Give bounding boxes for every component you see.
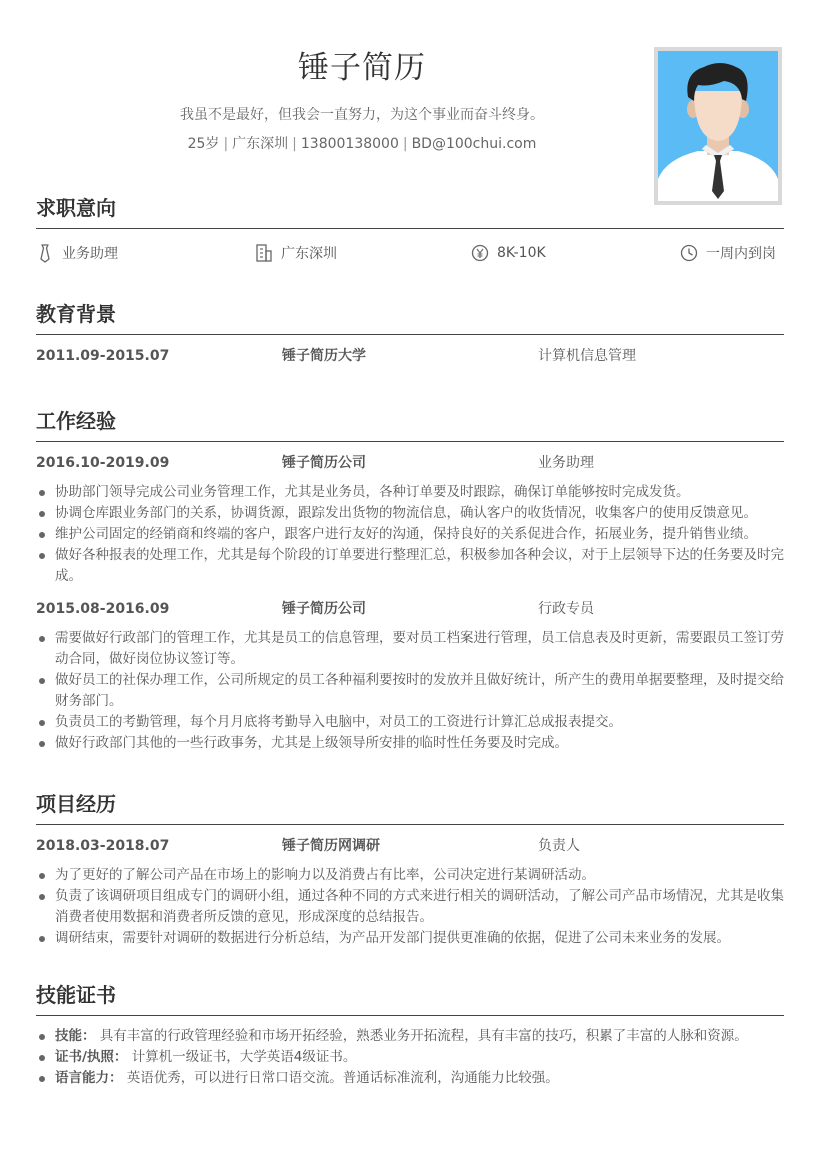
- intent-salary-label: 8K-10K: [497, 245, 546, 261]
- work-bullets: [36, 482, 784, 587]
- skill-value: 计算机一级证书，大学英语4级证书。: [131, 1049, 357, 1065]
- list-item: 做好员工的社保办理工作，公司所规定的员工各种福利要按时的发放并且做好统计，所产生的费用单据要整理，及时提交给财务部门。: [36, 670, 784, 712]
- project-entry-header: [36, 835, 784, 857]
- section-title: 工作经验: [36, 407, 784, 442]
- list-item: 维护公司固定的经销商和终端的客户，跟客户进行友好的沟通，保持良好的关系促进合作，拓展业务，提升销售业绩。: [36, 524, 784, 545]
- avatar-illustration: [658, 51, 778, 201]
- list-item: 负责了该调研项目组成专门的调研小组，通过各种不同的方式来进行相关的调研活动，了解公司产品市场情况，尤其是收集消费者使用数据和消费者所反馈的意见，形成深度的总结报告。: [36, 886, 784, 928]
- list-item: 需要做好行政部门的管理工作，尤其是员工的信息管理，要对员工档案进行管理，员工信息表及时更新，需要跟员工签订劳动合同，做好岗位协议签订等。: [36, 628, 784, 670]
- skills-section: [36, 981, 784, 1089]
- clock-icon: [680, 243, 698, 263]
- section-title: 技能证书: [36, 981, 784, 1016]
- job-intent-row: [36, 229, 784, 269]
- intent-location-label: 广东深圳: [281, 246, 337, 262]
- skills-list: [36, 1026, 784, 1089]
- list-item: 协调仓库跟业务部门的关系，协调货源，跟踪发出货物的物流信息，确认客户的收货情况，收集客户的使用反馈意见。: [36, 503, 784, 524]
- list-item: 负责员工的考勤管理，每个月月底将考勤导入电脑中，对员工的工资进行计算汇总成报表提交。: [36, 712, 784, 733]
- list-item: 做好行政部门其他的一些行政事务，尤其是上级领导所安排的临时性任务要及时完成。: [36, 733, 784, 754]
- avatar-photo: [654, 47, 782, 205]
- entry-role: 业务助理: [538, 455, 594, 471]
- entry-company: 锤子简历公司: [282, 601, 366, 617]
- contact-phone: 13800138000: [300, 136, 399, 152]
- list-item: [36, 1068, 784, 1089]
- resume-name: 锤子简历: [298, 50, 426, 86]
- section-title: 项目经历: [36, 790, 784, 825]
- motto: 我虽不是最好，但我会一直努力，为这个事业而奋斗终身。: [180, 107, 544, 123]
- entry-date: 2015.08-2016.09: [36, 601, 170, 617]
- building-icon: [255, 243, 273, 263]
- list-item: [36, 1026, 784, 1047]
- intent-availability: [680, 243, 776, 263]
- intent-position-label: 业务助理: [62, 246, 118, 262]
- entry-major: 计算机信息管理: [538, 348, 636, 364]
- skill-value: 具有丰富的行政管理经验和市场开拓经验，熟悉业务开拓流程，具有丰富的技巧，积累了丰富的人脉和资源。: [99, 1028, 748, 1044]
- job-intent-section: [36, 194, 784, 269]
- skill-value: 英语优秀，可以进行日常口语交流。普通话标准流利，沟通能力比较强。: [126, 1070, 559, 1086]
- education-entry: [36, 345, 784, 367]
- entry-date: 2016.10-2019.09: [36, 455, 170, 471]
- entry-role: 行政专员: [538, 601, 594, 617]
- intent-position: [36, 243, 118, 263]
- skill-key: 证书/执照：: [55, 1049, 128, 1065]
- skill-key: 技能：: [55, 1028, 96, 1044]
- list-item: 做好各种报表的处理工作，尤其是每个阶段的订单要进行整理汇总，积极参加各种会议，对于上层领导下达的任务要及时完成。: [36, 545, 784, 587]
- yen-icon: [471, 243, 489, 263]
- intent-availability-label: 一周内到岗: [706, 246, 776, 262]
- tie-icon: [36, 243, 54, 263]
- work-section: [36, 407, 784, 754]
- entry-school: 锤子简历大学: [282, 348, 366, 364]
- section-title: 求职意向: [36, 194, 784, 229]
- contact-email: BD@100chui.com: [411, 136, 537, 152]
- education-section: [36, 300, 784, 367]
- contact-line: [0, 134, 724, 154]
- contact-separator: |: [402, 136, 408, 152]
- skill-key: 语言能力：: [55, 1070, 123, 1086]
- work-bullets: [36, 628, 784, 754]
- work-entry-header: [36, 452, 784, 474]
- list-item: 协助部门领导完成公司业务管理工作，尤其是业务员，各种订单要及时跟踪，确保订单能够按时完成发货。: [36, 482, 784, 503]
- list-item: 调研结束，需要针对调研的数据进行分析总结，为产品开发部门提供更准确的依据，促进了公司未来业务的发展。: [36, 928, 784, 949]
- section-title: 教育背景: [36, 300, 784, 335]
- contact-separator: |: [292, 136, 297, 152]
- list-item: [36, 1047, 784, 1068]
- contact-separator: |: [223, 136, 229, 152]
- list-item: 为了更好的了解公司产品在市场上的影响力以及消费占有比率，公司决定进行某调研活动。: [36, 865, 784, 886]
- intent-location: [255, 243, 337, 263]
- intent-salary: [471, 243, 546, 263]
- entry-date: 2018.03-2018.07: [36, 838, 170, 854]
- contact-age: 25岁: [187, 136, 220, 152]
- entry-company: 锤子简历公司: [282, 455, 366, 471]
- contact-location: 广东深圳: [232, 136, 289, 152]
- project-bullets: [36, 865, 784, 949]
- entry-project: 锤子简历网调研: [282, 838, 380, 854]
- projects-section: [36, 790, 784, 949]
- entry-role: 负责人: [538, 838, 580, 854]
- entry-date: 2011.09-2015.07: [36, 348, 170, 364]
- work-entry-header: [36, 598, 784, 620]
